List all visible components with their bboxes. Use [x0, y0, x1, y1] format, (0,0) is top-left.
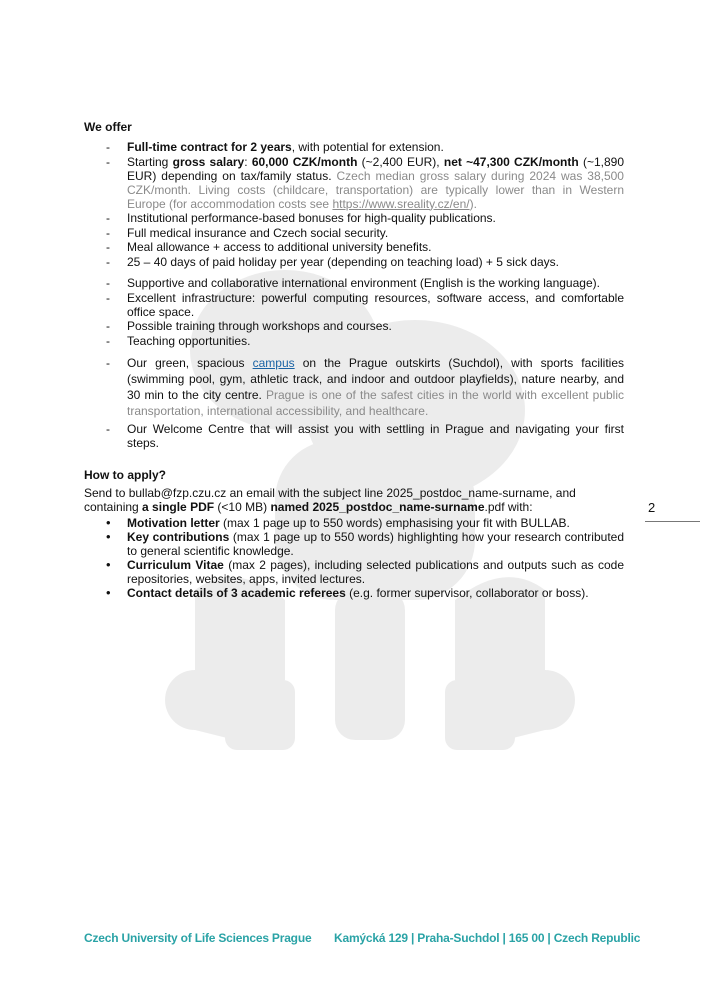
sreality-link[interactable]: https://www.sreality.cz/en/ — [332, 196, 470, 211]
offer-list — [84, 140, 624, 269]
list-item: • Contact details of 3 academic referees (e.g. former supervisor, collaborator or boss). — [84, 586, 624, 600]
list-item: - Excellent infrastructure: powerful computing resources, software access, and comfortable office space. — [84, 291, 624, 319]
page-number: 2 — [648, 500, 656, 515]
list-item: - Possible training through workshops and courses. — [84, 319, 624, 333]
list-item: - Full-time contract for 2 years, with potential for extension. — [84, 140, 624, 154]
how-to-apply-heading: How to apply? — [84, 468, 166, 482]
campus-link[interactable]: campus — [252, 356, 295, 370]
list-item: • Motivation letter (max 1 page up to 550 words) emphasising your fit with BULLAB. — [84, 516, 624, 530]
list-item: • Curriculum Vitae (max 2 pages), including selected publications and outputs such as code repositories, websites, apps, invited lectures. — [84, 558, 624, 586]
footer-university-name: Czech University of Life Sciences Prague — [84, 931, 312, 945]
list-item: - Supportive and collaborative international environment (English is the working language). — [84, 276, 624, 290]
list-item: - Our green, spacious campus on the Prague outskirts (Suchdol), with sports facilities (swimming pool, gym, athletic track, and indoor and outdoor playfields), nature nearby, and 30 min to the city centre. Prague is one of the safest cities in the world with excellent public transportation, international accessibility, and healthcare. — [84, 355, 624, 419]
how-to-apply-section — [84, 468, 624, 600]
list-item: - Our Welcome Centre that will assist you with settling in Prague and navigating your first steps. — [84, 422, 624, 450]
list-item: - Institutional performance-based bonuses for high-quality publications. — [84, 211, 624, 225]
list-item: - Teaching opportunities. — [84, 334, 624, 348]
list-item: - 25 – 40 days of paid holiday per year (depending on teaching load) + 5 sick days. — [84, 255, 624, 269]
list-item: - Meal allowance + access to additional university benefits. — [84, 240, 624, 254]
page-number-rule — [645, 521, 700, 522]
list-item: - Full medical insurance and Czech social security. — [84, 226, 624, 240]
apply-list — [84, 516, 624, 600]
list-item: - Starting gross salary: 60,000 CZK/month (~2,400 EUR), net ~47,300 CZK/month (~1,890 EUR) depending on tax/family status. Czech median gross salary during 2024 was 38,500 CZK/month. Living costs (childcare, transportation) are typically lower than in Western Europe (for accommodation costs see https://www.sreality.cz/en/). — [84, 155, 624, 211]
document-body — [84, 120, 624, 600]
offer-list-environment — [84, 276, 624, 348]
offer-list-campus — [84, 355, 624, 450]
we-offer-heading: We offer — [84, 120, 132, 134]
footer-address: Kamýcká 129 | Praha-Suchdol | 165 00 | Czech Republic — [334, 931, 641, 945]
apply-intro: Send to bullab@fzp.czu.cz an email with the subject line 2025_postdoc_name-surname, and containing a single PDF (<10 MB) named 2025_postdoc_name-surname.pdf with: — [84, 486, 576, 514]
list-item: • Key contributions (max 1 page up to 550 words) highlighting how your research contributed to general scientific knowledge. — [84, 530, 624, 558]
